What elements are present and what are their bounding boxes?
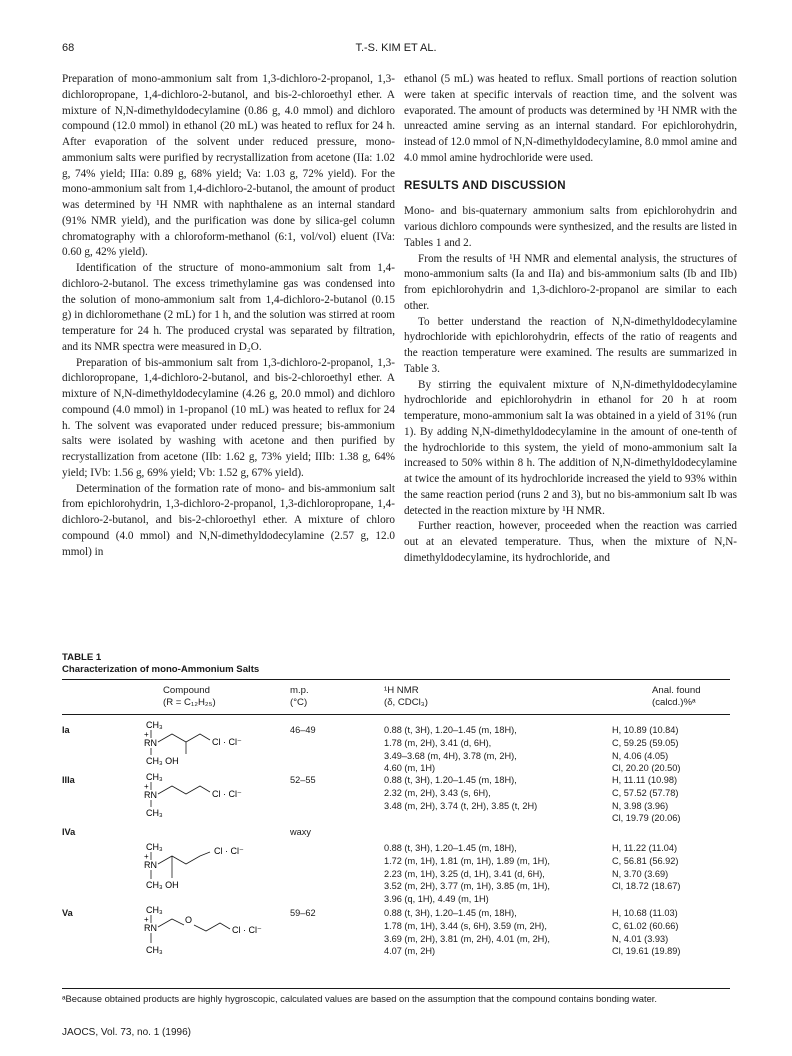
table-title: Characterization of mono-Ammonium Salts	[62, 664, 260, 675]
page-number: 68	[62, 42, 75, 54]
label-cl: Cl · Cl⁻	[212, 737, 242, 747]
label-plus: +	[144, 782, 149, 791]
row-id-va: Va	[62, 908, 73, 918]
paragraph-elevated-temp: Further reaction, however, proceeded when the reaction was carried out at an elevated temperature. Thus, when the mixture of N,N-dimethyldodecylamine, its hydrochloride, and	[404, 520, 737, 564]
label-ch3: CH₃	[146, 905, 163, 915]
left-column	[62, 72, 395, 560]
label-ch3-oh: CH₃ OH	[146, 756, 179, 766]
row-id-ia: Ia	[62, 725, 70, 735]
row-nmr-va: 0.88 (t, 3H), 1.20–1.45 (m, 18H), 1.78 (m, 1H), 3.44 (s, 6H), 3.59 (m, 2H), 3.69 (m, 2H), 3.81 (m, 2H), 4.01 (m, 2H), 4.07 (m, 2H)	[384, 908, 550, 957]
section-heading: RESULTS AND DISCUSSION	[404, 179, 566, 192]
paragraph-rate-determination: Determination of the formation rate of mono- and bis-ammonium salt from epichlorohydrin, 1,3-dichloro-2-propanol, 1,3-dichloropropane, 1,4-dichloro-2-butanol, and bis-2-chloroethyl ether. A mixture of chloro compound (4.0 mmol) and N,N-dimethyldodecylamine (2.57 g, 12.0 mmol) in	[62, 482, 395, 558]
label-rn: RN	[144, 738, 157, 748]
label-cl: Cl · Cl⁻	[232, 925, 262, 935]
journal-footer: JAOCS, Vol. 73, no. 1 (1996)	[62, 1027, 191, 1038]
header-compound: Compound (R = C₁₂H₂₅)	[163, 685, 216, 708]
row-mp-va: 59–62	[290, 908, 316, 918]
row-nmr-iva: 0.88 (t, 3H), 1.20–1.45 (m, 18H), 1.72 (m, 1H), 1.81 (m, 1H), 1.89 (m, 1H), 2.23 (m, 1H), 3.25 (d, 1H), 3.41 (d, 6H), 3.52 (m, 2H), 3.77 (m, 1H), 3.85 (m, 1H), 3.96 (q, 1H), 4.49 (m, 1H)	[384, 843, 550, 905]
paragraph-reaction-study: To better understand the reaction of N,N-dimethyldodecylamine hydrochloride with epichlorohydrin, effects of the ratio of reagents and the reaction temperature were examined. The results are summarized in Table 3.	[404, 315, 737, 375]
paragraph-structure-id: Identification of the structure of mono-ammonium salt from 1,4-dichloro-2-butanol. The excess trimethylamine gas was condensed into the solution of mono-ammonium salt from 1,4-dichloro-2-butanol (0.15 g) in dichloromethane (2 mL) for 1 h, and the solution was stirred at room temperature for 24 h. The produced crystal was separated by filtration, and its NMR spectra were measured in D₂O.	[62, 262, 395, 353]
paragraph-continued: ethanol (5 mL) was heated to reflux. Small portions of reaction solution were taken at specific intervals of reaction time, and the solvent was evaporated. The amount of products was determined by ¹H NMR with the unreacted amine serving as an internal standard. For epichlorohydrin, instead of 12.0 mmol of N,N-dimethyldodecylamine, 8.0 mmol amine and 4.0 mmol amine hydrochloride were used.	[404, 73, 737, 164]
paragraph-results-intro: Mono- and bis-quaternary ammonium salts from epichlorohydrin and various dichloro compounds were synthesized, and the results are listed in Tables 1 and 2.	[404, 205, 737, 249]
label-plus: +	[144, 915, 149, 924]
table-top-rule	[62, 679, 730, 680]
label-ch3-oh: CH₃ OH	[146, 880, 179, 890]
row-mp-iva: waxy	[290, 827, 311, 837]
label-plus: +	[144, 852, 149, 861]
row-id-iiia: IIIa	[62, 775, 75, 785]
table-caption	[62, 652, 259, 676]
label-rn: RN	[144, 790, 157, 800]
label-ch3: CH₃	[146, 720, 163, 730]
row-anal-iva: H, 11.22 (11.04) C, 56.81 (56.92) N, 3.70 (3.69) Cl, 18.72 (18.67)	[612, 843, 681, 892]
row-anal-iiia: H, 11.11 (10.98) C, 57.52 (57.78) N, 3.98 (3.96) Cl, 19.79 (20.06)	[612, 775, 681, 824]
structure-iva	[138, 840, 278, 896]
label-ch3-bottom: CH₃	[146, 808, 163, 818]
header-nmr: ¹H NMR (δ, CDCl₃)	[384, 685, 428, 708]
table-label: TABLE 1	[62, 652, 102, 663]
right-column	[404, 72, 737, 567]
header-anal: Anal. found (calcd.)%ᵃ	[652, 685, 701, 708]
row-anal-ia: H, 10.89 (10.84) C, 59.25 (59.05) N, 4.06 (4.05) Cl, 20.20 (20.50)	[612, 725, 681, 774]
row-nmr-iiia: 0.88 (t, 3H), 1.20–1.45 (m, 18H), 2.32 (m, 2H), 3.43 (s, 6H), 3.48 (m, 2H), 3.74 (t, 2H), 3.85 (t, 2H)	[384, 775, 538, 811]
row-id-iva: IVa	[62, 827, 76, 837]
label-ch3-bottom: CH₃	[146, 945, 163, 955]
label-o: O	[185, 915, 193, 925]
label-rn: RN	[144, 923, 157, 933]
structure-iiia	[138, 770, 278, 822]
row-nmr-ia: 0.88 (t, 3H), 1.20–1.45 (m, 18H), 1.78 (m, 2H), 3.41 (d, 6H), 3.49–3.68 (m, 4H), 3.78 (m, 2H), 4.60 (m, 1H)	[384, 725, 517, 774]
row-mp-iiia: 52–55	[290, 775, 316, 785]
label-ch3: CH₃	[146, 772, 163, 782]
paragraph-bis-prep: Preparation of bis-ammonium salt from 1,3-dichloro-2-propanol, 1,3-dichloropropane, 1,4-dichloro-2-butanol, and bis-2-chloroethyl ether. A mixture of N,N-dimethyldodecylamine (4.26 g, 20.0 mmol) and dichloro compound (4.0 mmol) in 1-propanol (10 mL) was heated to reflux for 24 h. The solvent was evaporated under reduced pressure; bis-ammonium salts were isolated by washing with acetone and then purified by recrystallization from acetone (IIb: 1.62 g, 73% yield; IIIb: 1.38 g, 64% yield; IVb: 1.56 g, 69% yield; Vb: 1.52 g, 67% yield).	[62, 356, 395, 479]
row-mp-ia: 46–49	[290, 725, 316, 735]
structure-va	[138, 903, 288, 959]
row-anal-va: H, 10.68 (11.03) C, 61.02 (60.66) N, 4.01 (3.93) Cl, 19.61 (19.89)	[612, 908, 681, 957]
table-footnote: ᵃBecause obtained products are highly hygroscopic, calculated values are based on the assumption that the compound contains bonding water.	[62, 993, 658, 1004]
table-bottom-rule	[62, 988, 730, 989]
label-cl: Cl · Cl⁻	[212, 789, 242, 799]
label-cl: Cl · Cl⁻	[214, 846, 244, 856]
structure-ia	[138, 718, 278, 770]
label-plus: +	[144, 730, 149, 739]
paragraph-stirring-results: By stirring the equivalent mixture of N,N-dimethyldodecylamine hydrochloride and epichlorohydrin in ethanol for 20 h at room temperature, mono-ammonium salt Ia was obtained in a yield of 31% (run 1). By adding N,N-dimethyldodecylamine in the amount of one-tenth of the hydrochloride to this system, the yield of mono-ammonium salt Ia increased to 50% within 8 h. The addition of N,N-dimethyldodecylamine at twice the amount of its hydrochloride increased the yield to 93% within the same reaction period (runs 2 and 3), but no bis-ammonium salt Ib was detected in the reaction mixture by ¹H NMR.	[404, 378, 737, 517]
label-ch3: CH₃	[146, 842, 163, 852]
paragraph-mono-prep: Preparation of mono-ammonium salt from 1,3-dichloro-2-propanol, 1,3-dichloropropane, 1,4-dichloro-2-butanol, and bis-2-chloroethyl ether. A mixture of N,N-dimethyldodecylamine (0.86 g, 4.0 mmol) and dichloro compound (12.0 mmol) in ethanol (20 mL) was heated to reflux for 24 h. After evaporation of the solvent under reduced pressure, mono-ammonium salts were purified by recrystallization from acetone (IIa: 1.02 g, 74% yield; IIIa: 0.89 g, 68% yield; Va: 1.03 g, 72% yield). For the mono-ammonium salt from 1,4-dichloro-2-butanol, the amount of product was determined by ¹H NMR with naphthalene as an internal standard (91% NMR yield), and the purification was done by silica-gel column chromatography with a chloroform-methanol (6:1, vol/vol) eluent (IVa: 0.60 g, 42% yield).	[62, 73, 395, 259]
running-head: T.-S. KIM ET AL.	[355, 42, 437, 54]
label-rn: RN	[144, 860, 157, 870]
paragraph-nmr-results: From the results of ¹H NMR and elemental analysis, the structures of mono-ammonium salts (Ia and IIa) and bis-ammonium salts (Ib and IIb) from epichlorohydrin and 1,3-dichloro-2-propanol are similar to each other.	[404, 252, 737, 312]
table-header-rule	[62, 714, 730, 715]
header-mp: m.p. (°C)	[290, 685, 309, 708]
